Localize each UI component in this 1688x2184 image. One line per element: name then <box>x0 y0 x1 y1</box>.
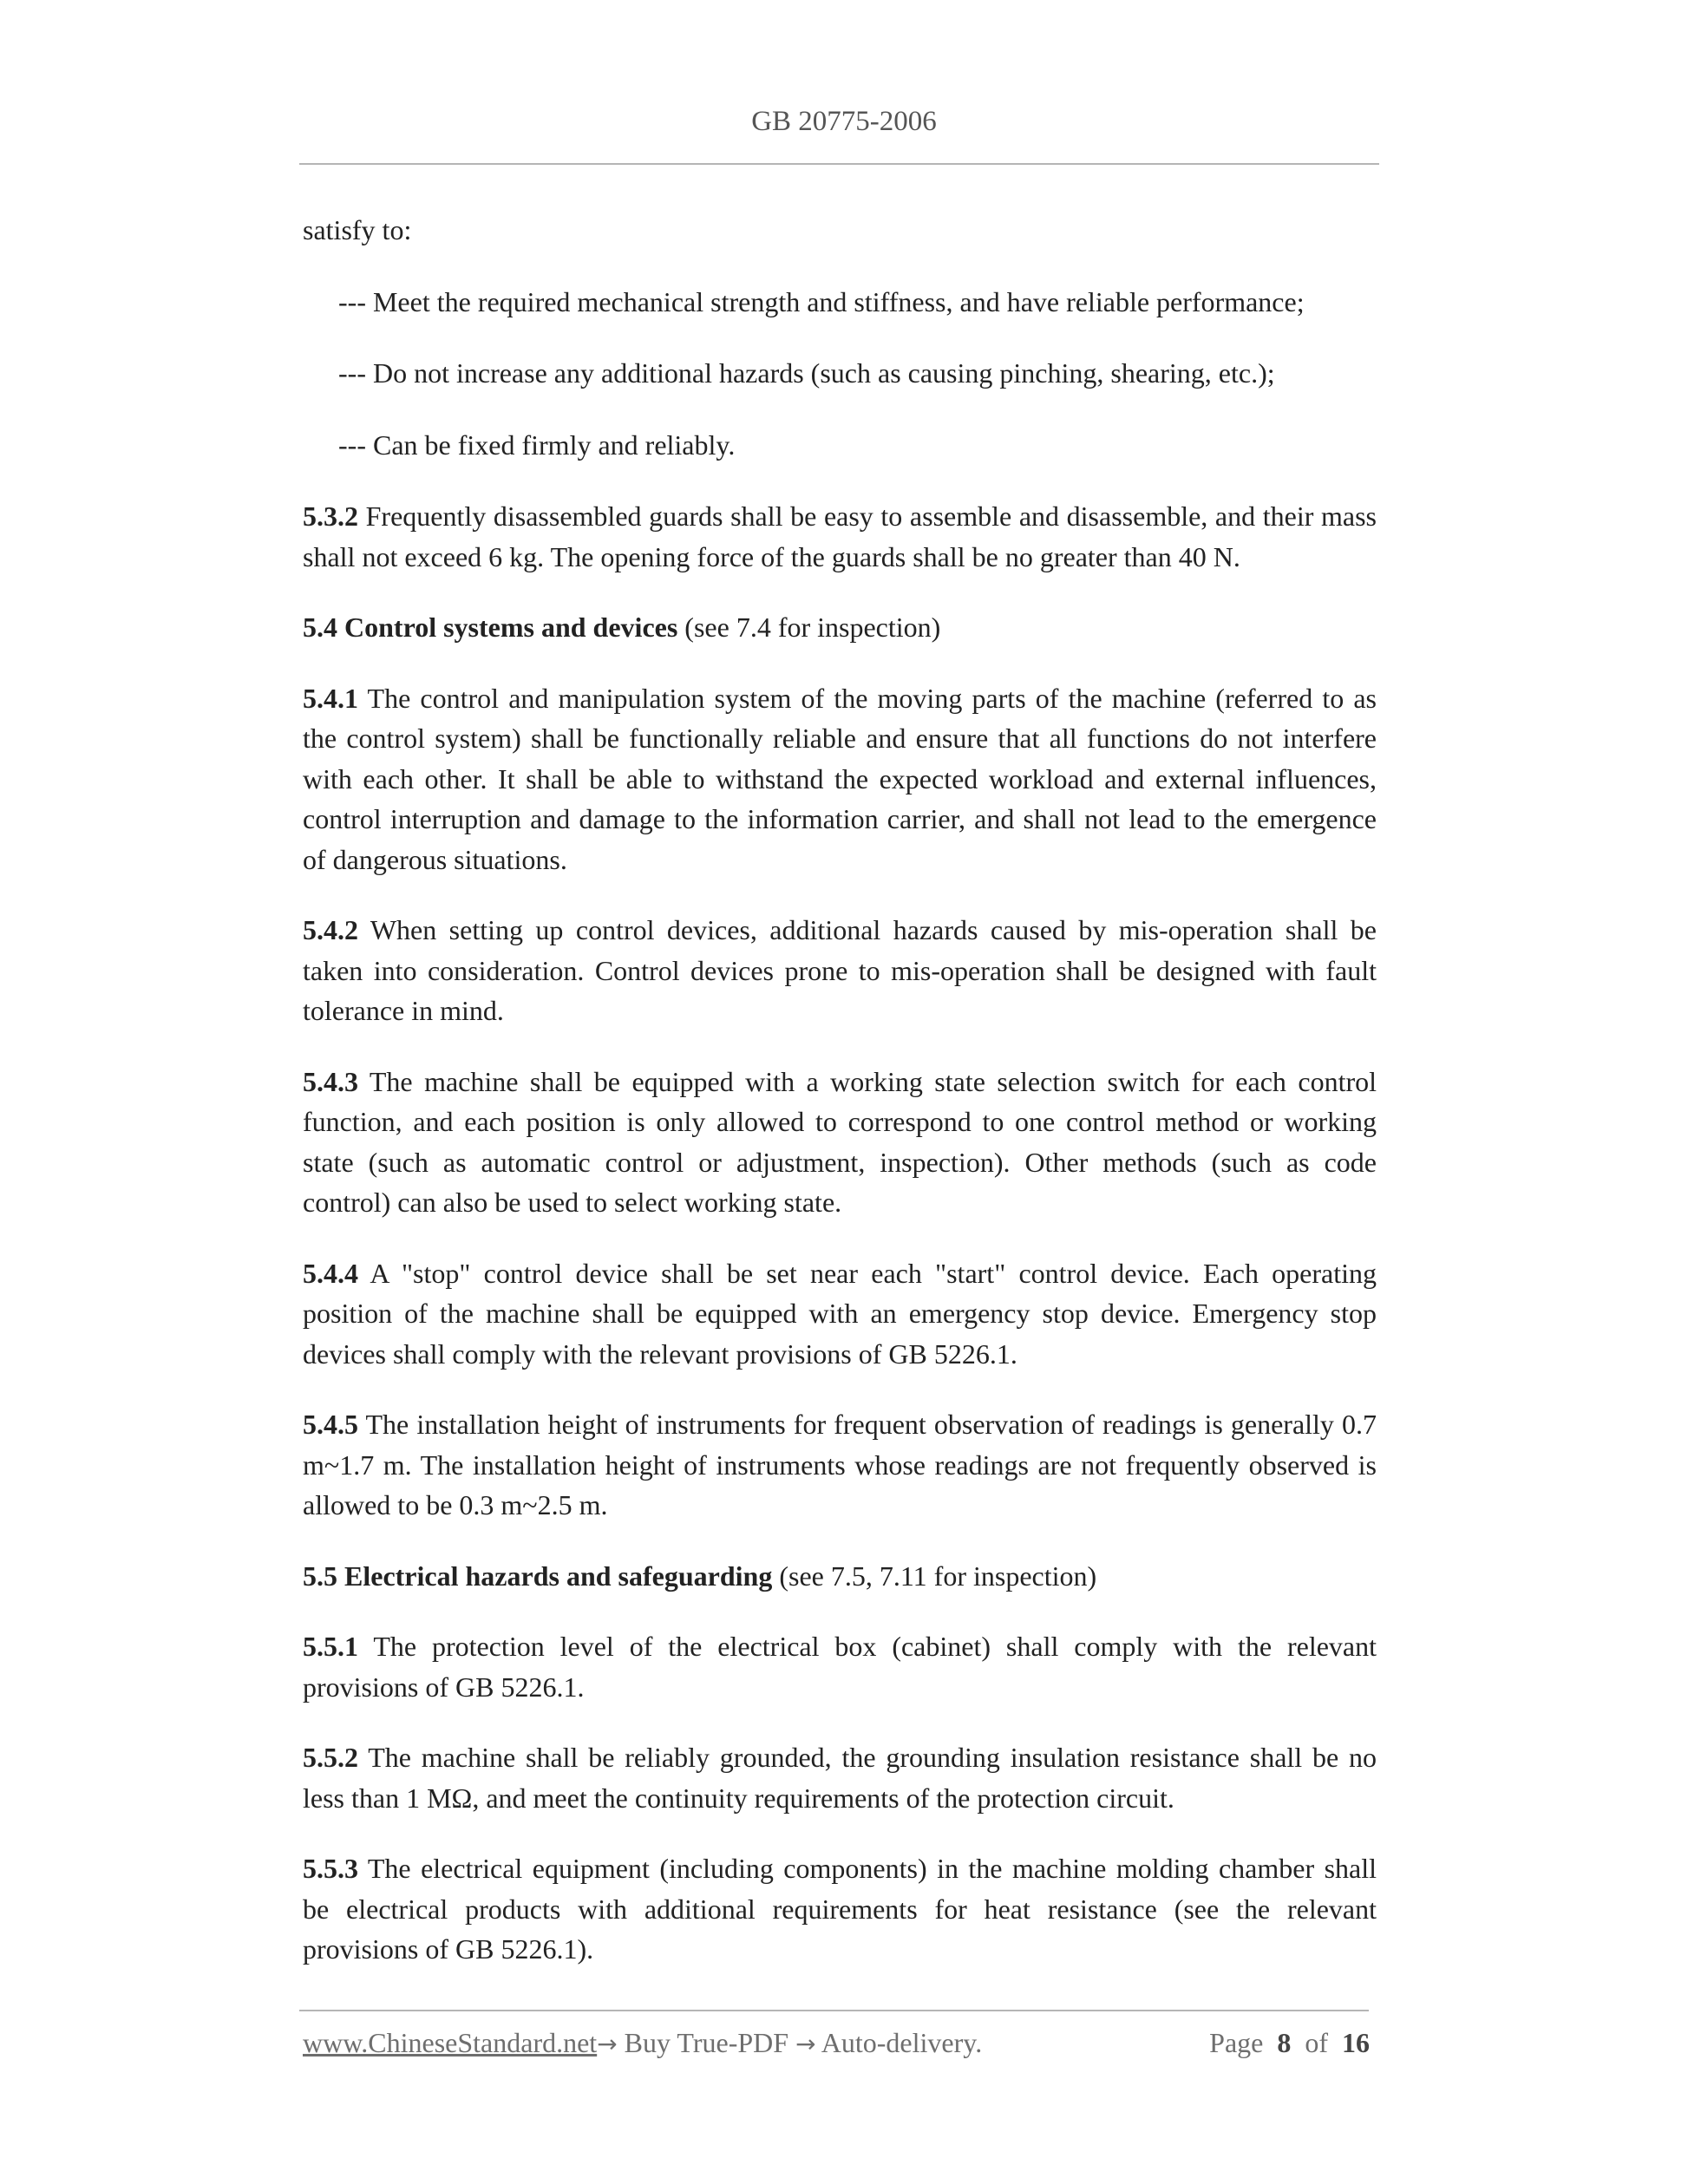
section-title: 5.4 Control systems and devices <box>303 611 678 643</box>
clause-number: 5.5.2 <box>303 1742 358 1773</box>
clause-text: The electrical equipment (including components) in the machine molding chamber shall be electrical products with additional requirements for heat resistance (see the relevant provisions of GB 5226.1). <box>303 1853 1377 1965</box>
clause-text: A "stop" control device shall be set near each "start" control device. Each operating position of the machine shall be equipped with an emergency stop device. Emergency stop devices shall comply with the relevant provisions of GB 5226.1. <box>303 1257 1377 1370</box>
arrow-right-icon: → <box>795 2030 816 2058</box>
clause-text: When setting up control devices, additional hazards caused by mis-operation shall be taken into consideration. Control devices prone to mis-operation shall be designed with fault tolerance in mind. <box>303 914 1377 1026</box>
clause-text: The machine shall be equipped with a working state selection switch for each control function, and each position is only allowed to correspond to one control method or working state (such as automatic control or adjustment, inspection). Other methods (such as code control) can also be used to select working state. <box>303 1065 1377 1218</box>
section-reference: (see 7.5, 7.11 for inspection) <box>772 1560 1097 1592</box>
clause-text: The control and manipulation system of the moving parts of the machine (referred to as the control system) shall be functionally reliable and ensure that all functions do not interfere with each other. It shall be able to withstand the expected workload and external influences, control interruption and damage to the information carrier, and shall not lead to the emergence of dangerous situations. <box>303 682 1377 875</box>
clause-number: 5.4.5 <box>303 1409 358 1440</box>
clause-number: 5.5.3 <box>303 1853 358 1884</box>
footer-links <box>303 2027 982 2059</box>
clause-number: 5.4.1 <box>303 682 358 714</box>
footer-divider <box>299 2010 1369 2011</box>
section-heading-5-5 <box>303 1556 1377 1597</box>
total-pages: 16 <box>1342 2027 1370 2058</box>
current-page: 8 <box>1277 2027 1292 2058</box>
clause-5-4-2 <box>303 910 1377 1031</box>
document-body <box>303 210 1377 2000</box>
bullet-item: --- Do not increase any additional hazards (such as causing pinching, shearing, etc.); <box>338 357 1275 389</box>
clause-5-5-3 <box>303 1848 1377 1970</box>
of-label: of <box>1305 2027 1328 2058</box>
clause-text: The machine shall be reliably grounded, the grounding insulation resistance shall be no less than 1 MΩ, and meet the continuity requirements of the protection circuit. <box>303 1742 1377 1814</box>
clause-number: 5.4.2 <box>303 914 358 945</box>
document-id: GB 20775-2006 <box>751 106 937 137</box>
clause-5-3-2 <box>303 496 1377 577</box>
auto-delivery-text: Auto-delivery. <box>815 2027 983 2058</box>
clause-number: 5.3.2 <box>303 500 358 532</box>
section-title: 5.5 Electrical hazards and safeguarding <box>303 1560 773 1592</box>
bullet-item: --- Meet the required mechanical strength and stiffness, and have reliable performance; <box>338 285 1305 317</box>
intro-text: satisfy to: <box>303 214 412 245</box>
section-heading-5-4 <box>303 607 1377 648</box>
page-number <box>1209 2027 1370 2059</box>
clause-number: 5.4.4 <box>303 1257 358 1289</box>
clause-text: Frequently disassembled guards shall be easy to assemble and disassemble, and their mass shall not exceed 6 kg. The opening force of the guards shall be no greater than 40 N. <box>303 500 1377 572</box>
bullet-item: --- Can be fixed firmly and reliably. <box>338 428 736 461</box>
clause-number: 5.4.3 <box>303 1065 358 1097</box>
clause-5-4-1 <box>303 678 1377 880</box>
page-header <box>0 106 1688 138</box>
website-link[interactable]: www.ChineseStandard.net <box>303 2027 598 2058</box>
clause-text: The installation height of instruments for frequent observation of readings is generally 0.7 m~1.7 m. The installation height of instruments whose readings are not frequently observed is allowed to be 0.3 m~2.5 m. <box>303 1409 1377 1520</box>
clause-text: The protection level of the electrical box (cabinet) shall comply with the relevant provisions of GB 5226.1. <box>303 1631 1377 1703</box>
header-divider <box>299 163 1379 165</box>
section-reference: (see 7.4 for inspection) <box>677 611 941 643</box>
clause-5-4-4 <box>303 1253 1377 1375</box>
buy-pdf-text: Buy True-PDF <box>617 2027 796 2058</box>
clause-number: 5.5.1 <box>303 1631 358 1662</box>
clause-5-5-1 <box>303 1626 1377 1707</box>
clause-5-4-3 <box>303 1062 1377 1223</box>
arrow-right-icon: → <box>597 2030 618 2058</box>
clause-5-4-5 <box>303 1404 1377 1526</box>
clause-5-5-2 <box>303 1737 1377 1818</box>
page-label: Page <box>1209 2027 1264 2058</box>
